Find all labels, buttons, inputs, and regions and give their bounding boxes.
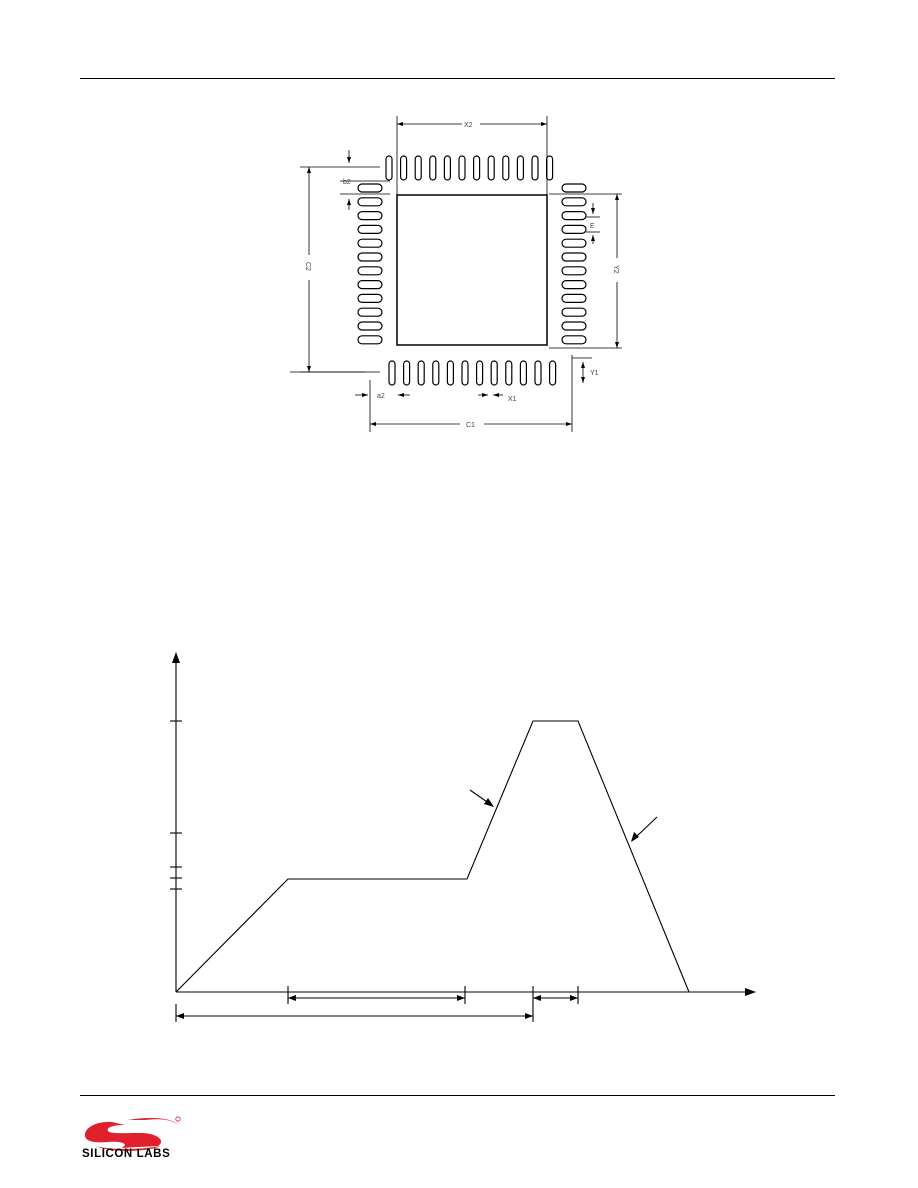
dim-label-x1: X1 (508, 396, 517, 403)
dim-label-y2: Y2 (612, 265, 619, 274)
dim-label-y1: Y1 (590, 370, 599, 377)
dim-label-b2: b2 (343, 179, 351, 186)
dim-label-c2: C2 (304, 262, 311, 271)
dim-label-a2: a2 (377, 393, 385, 400)
company-logo-text: SILICON LABS (82, 1148, 171, 1160)
dim-label-x2: X2 (464, 122, 473, 129)
dim-label-c1: C1 (466, 422, 475, 429)
dim-label-e: E (590, 223, 595, 230)
